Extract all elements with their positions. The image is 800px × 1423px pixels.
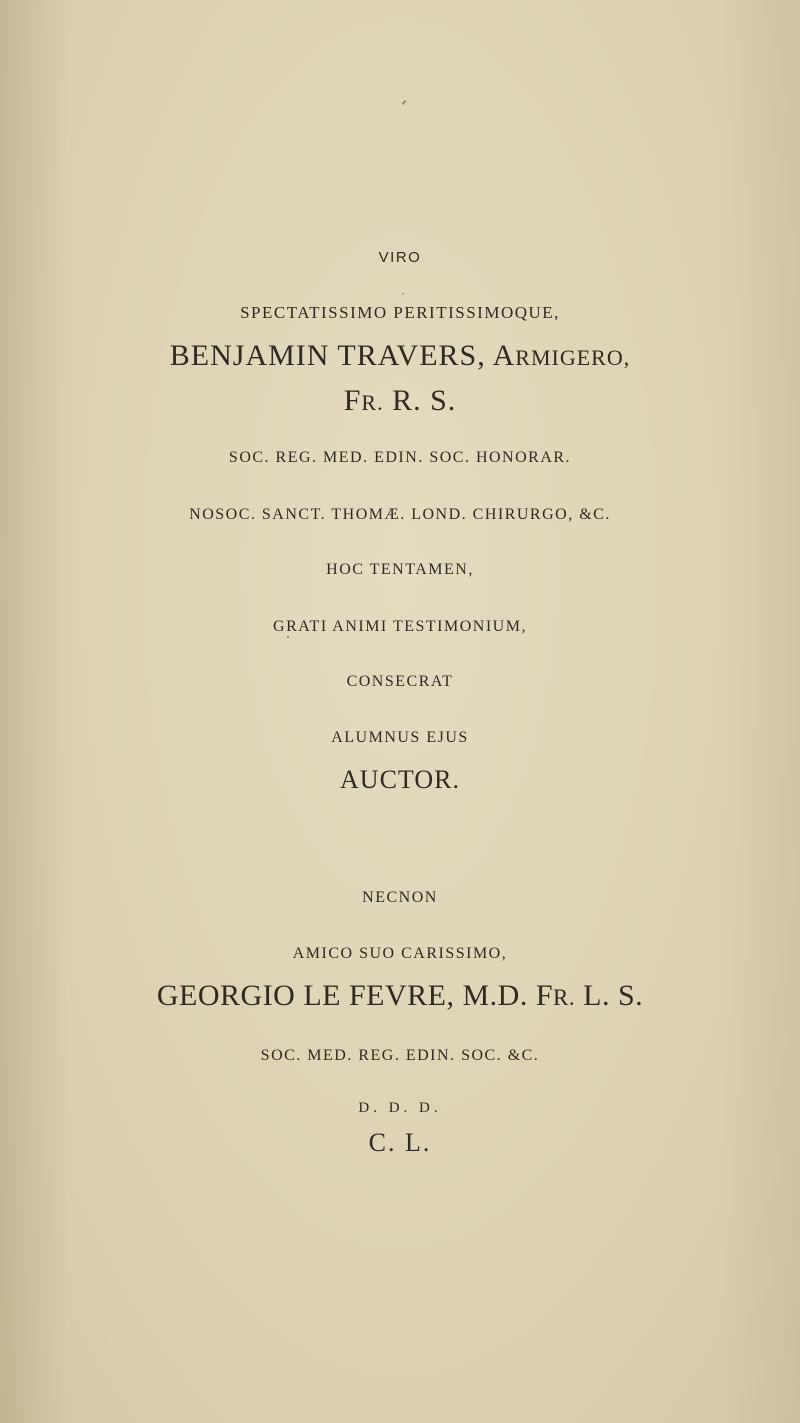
name2-main: GEORGIO LE FEVRE, M.D. [156, 979, 528, 1012]
name1-title-initial: A [492, 339, 516, 372]
amico-line: AMICO SUO CARISSIMO, [292, 945, 508, 962]
stray-ink-mark [402, 100, 407, 105]
soc-line-2: NOSOC. SANCT. THOMÆ. LOND. CHIRURGO, &C. [189, 506, 611, 523]
fr2-initial: F [535, 979, 554, 1012]
fr-rs-line [0, 386, 800, 416]
fr1-rest: R. [361, 390, 384, 415]
stray-ink-dot [287, 636, 289, 638]
necnon-line: NECNON [362, 889, 438, 906]
viro-line: VIRO [378, 249, 422, 266]
benjamin-travers-line [0, 341, 800, 371]
cl-line: C. L. [368, 1128, 432, 1157]
fr1-initial: F [343, 384, 362, 417]
fr1-tail: R. S. [392, 384, 457, 417]
stray-ink-dot [402, 293, 404, 295]
fr2-rest: R. [553, 985, 576, 1010]
auctor-line: AUCTOR. [340, 765, 460, 794]
georgio-le-fevre-line [0, 981, 800, 1011]
fr2-tail: L. S. [583, 979, 644, 1012]
grati-animi-line: GRATI ANIMI TESTIMONIUM, [273, 618, 527, 635]
soc-line-1: SOC. REG. MED. EDIN. SOC. HONORAR. [228, 449, 572, 466]
name1-title-rest: RMIGERO, [515, 345, 631, 370]
alumnus-line: ALUMNUS EJUS [331, 729, 469, 746]
spectatissimo-line: SPECTATISSIMO PERITISSIMOQUE, [240, 303, 560, 322]
consecrat-line: CONSECRAT [346, 673, 454, 690]
soc-line-3: SOC. MED. REG. EDIN. SOC. &C. [260, 1047, 540, 1064]
name1-main: BENJAMIN TRAVERS, [169, 339, 486, 372]
hoc-tentamen-line: HOC TENTAMEN, [326, 561, 474, 578]
ddd-line: D. D. D. [358, 1100, 442, 1116]
